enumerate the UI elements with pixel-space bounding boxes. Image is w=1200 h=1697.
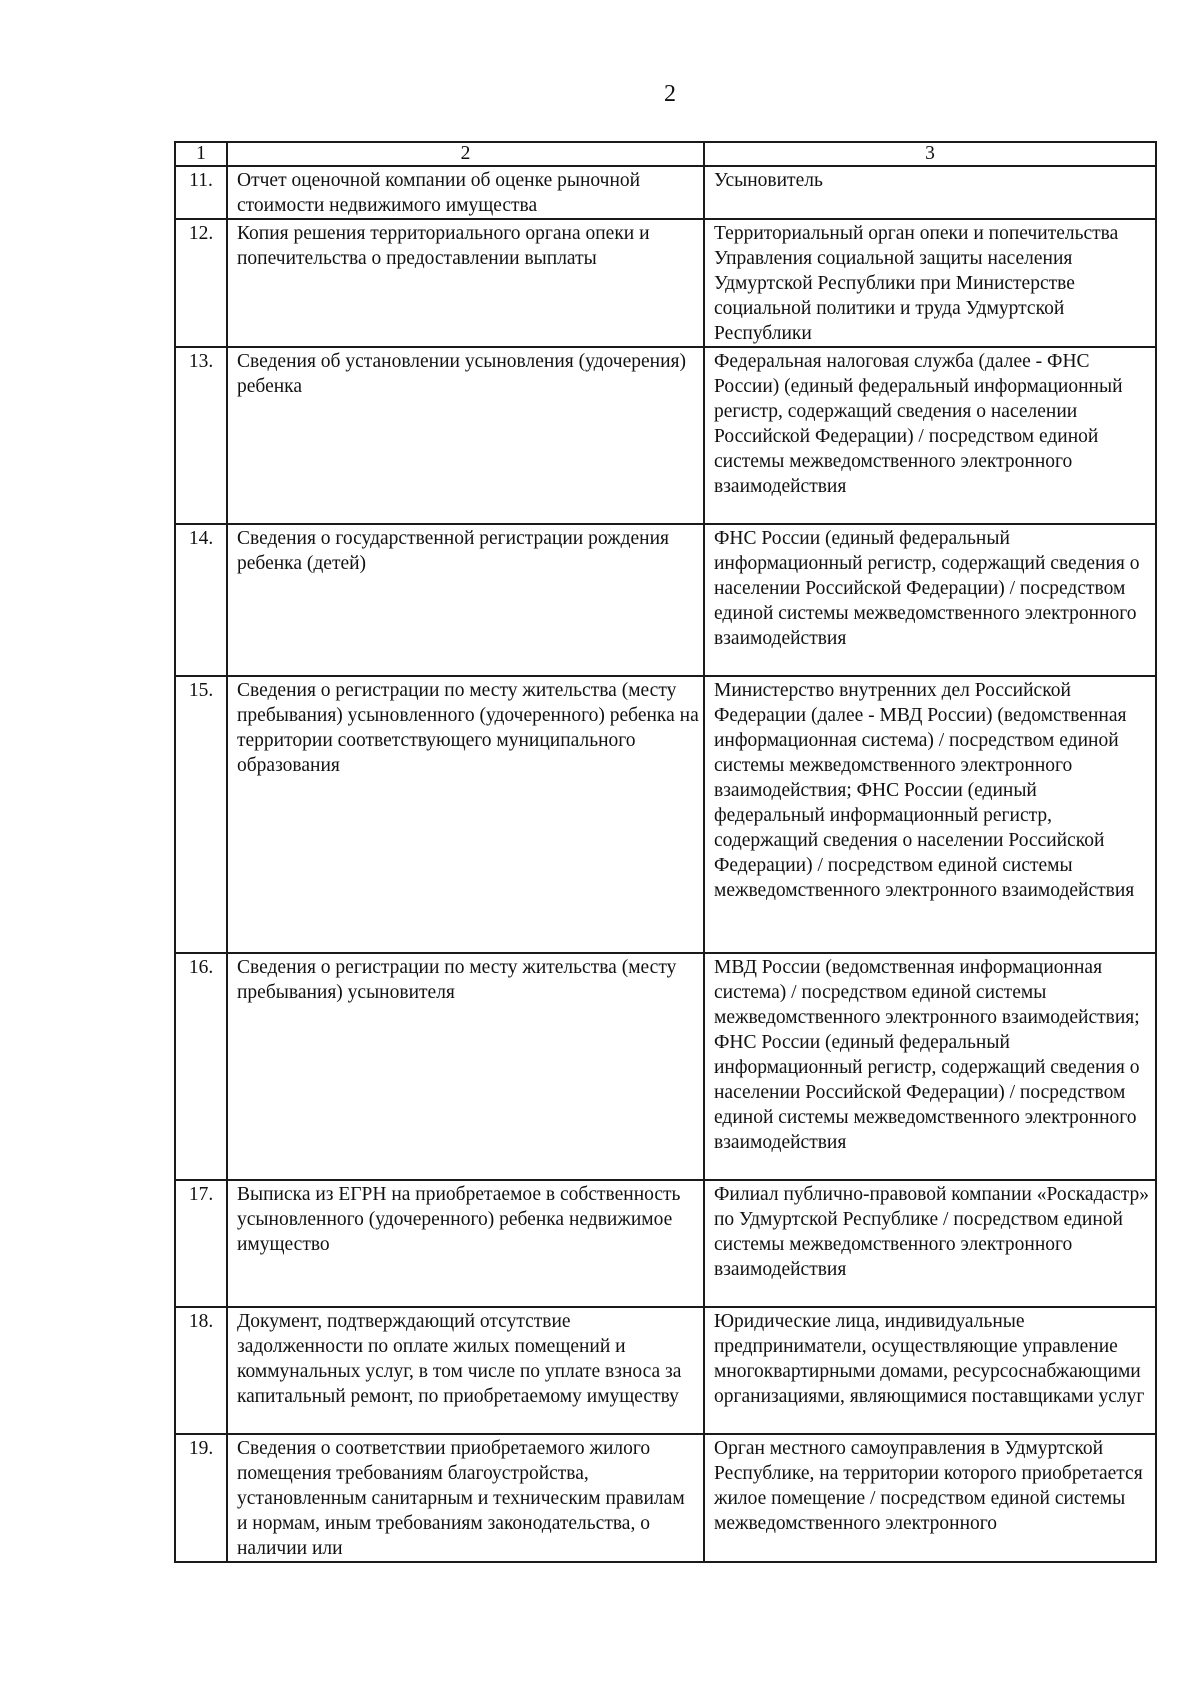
document-source-cell: Министерство внутренних дел Российской Федерации (далее - МВД России) (ведомственная информационная система) / посредством единой системы межведомственного электронного взаимодействия; ФНС России (единый федеральный информационный регистр, содержащий сведения о населении Российской Федерации) / посредством единой системы межведомственного электронного взаимодействия [704,676,1156,953]
document-source-cell: Территориальный орган опеки и попечительства Управления социальной защиты населения Удмуртской Республики при Министерстве социальной политики и труда Удмуртской Республики [704,219,1156,347]
table-row [175,524,1156,676]
document-name-cell: Документ, подтверждающий отсутствие задолженности по оплате жилых помещений и коммунальных услуг, в том числе по уплате взноса за капитальный ремонт, по приобретаемому имуществу [227,1307,704,1434]
column-header: 2 [227,142,704,166]
row-number: 17. [175,1180,227,1307]
document-source-cell: Филиал публично-правовой компании «Роскадастр» по Удмуртской Республике / посредством единой системы межведомственного электронного взаимодействия [704,1180,1156,1307]
column-header: 3 [704,142,1156,166]
documents-table [174,141,1157,1563]
row-number: 14. [175,524,227,676]
document-name-cell: Копия решения территориального органа опеки и попечительства о предоставлении выплаты [227,219,704,347]
row-number: 12. [175,219,227,347]
row-number: 11. [175,166,227,219]
table-row [175,676,1156,953]
document-source-cell: Юридические лица, индивидуальные предприниматели, осуществляющие управление многоквартирными домами, ресурсоснабжающими организациями, являющимися поставщиками услуг [704,1307,1156,1434]
table-header-row [175,142,1156,166]
column-header: 1 [175,142,227,166]
row-number: 18. [175,1307,227,1434]
row-number: 15. [175,676,227,953]
document-source-cell: Орган местного самоуправления в Удмуртской Республике, на территории которого приобретается жилое помещение / посредством единой системы межведомственного электронного [704,1434,1156,1562]
page-number: 2 [664,81,676,107]
row-number: 19. [175,1434,227,1562]
table-row [175,347,1156,524]
document-name-cell: Выписка из ЕГРН на приобретаемое в собственность усыновленного (удочеренного) ребенка недвижимое имущество [227,1180,704,1307]
table-row [175,1434,1156,1562]
table-row [175,219,1156,347]
document-name-cell: Сведения о регистрации по месту жительства (месту пребывания) усыновленного (удочеренного) ребенка на территории соответствующего муниципального образования [227,676,704,953]
document-name-cell: Сведения об установлении усыновления (удочерения) ребенка [227,347,704,524]
table-row [175,1307,1156,1434]
row-number: 13. [175,347,227,524]
row-number: 16. [175,953,227,1180]
document-name-cell: Отчет оценочной компании об оценке рыночной стоимости недвижимого имущества [227,166,704,219]
document-name-cell: Сведения о соответствии приобретаемого жилого помещения требованиям благоустройства, установленным санитарным и техническим правилам и нормам, иным требованиям законодательства, о наличии или [227,1434,704,1562]
table-row [175,953,1156,1180]
document-source-cell: МВД России (ведомственная информационная система) / посредством единой системы межведомственного электронного взаимодействия; ФНС России (единый федеральный информационный регистр, содержащий сведения о населении Российской Федерации) / посредством единой системы межведомственного электронного взаимодействия [704,953,1156,1180]
table-row [175,1180,1156,1307]
document-source-cell: Федеральная налоговая служба (далее - ФНС России) (единый федеральный информационный регистр, содержащий сведения о населении Российской Федерации) / посредством единой системы межведомственного электронного взаимодействия [704,347,1156,524]
table-row [175,166,1156,219]
document-source-cell: Усыновитель [704,166,1156,219]
document-name-cell: Сведения о регистрации по месту жительства (месту пребывания) усыновителя [227,953,704,1180]
document-source-cell: ФНС России (единый федеральный информационный регистр, содержащий сведения о населении Российской Федерации) / посредством единой системы межведомственного электронного взаимодействия [704,524,1156,676]
document-name-cell: Сведения о государственной регистрации рождения ребенка (детей) [227,524,704,676]
